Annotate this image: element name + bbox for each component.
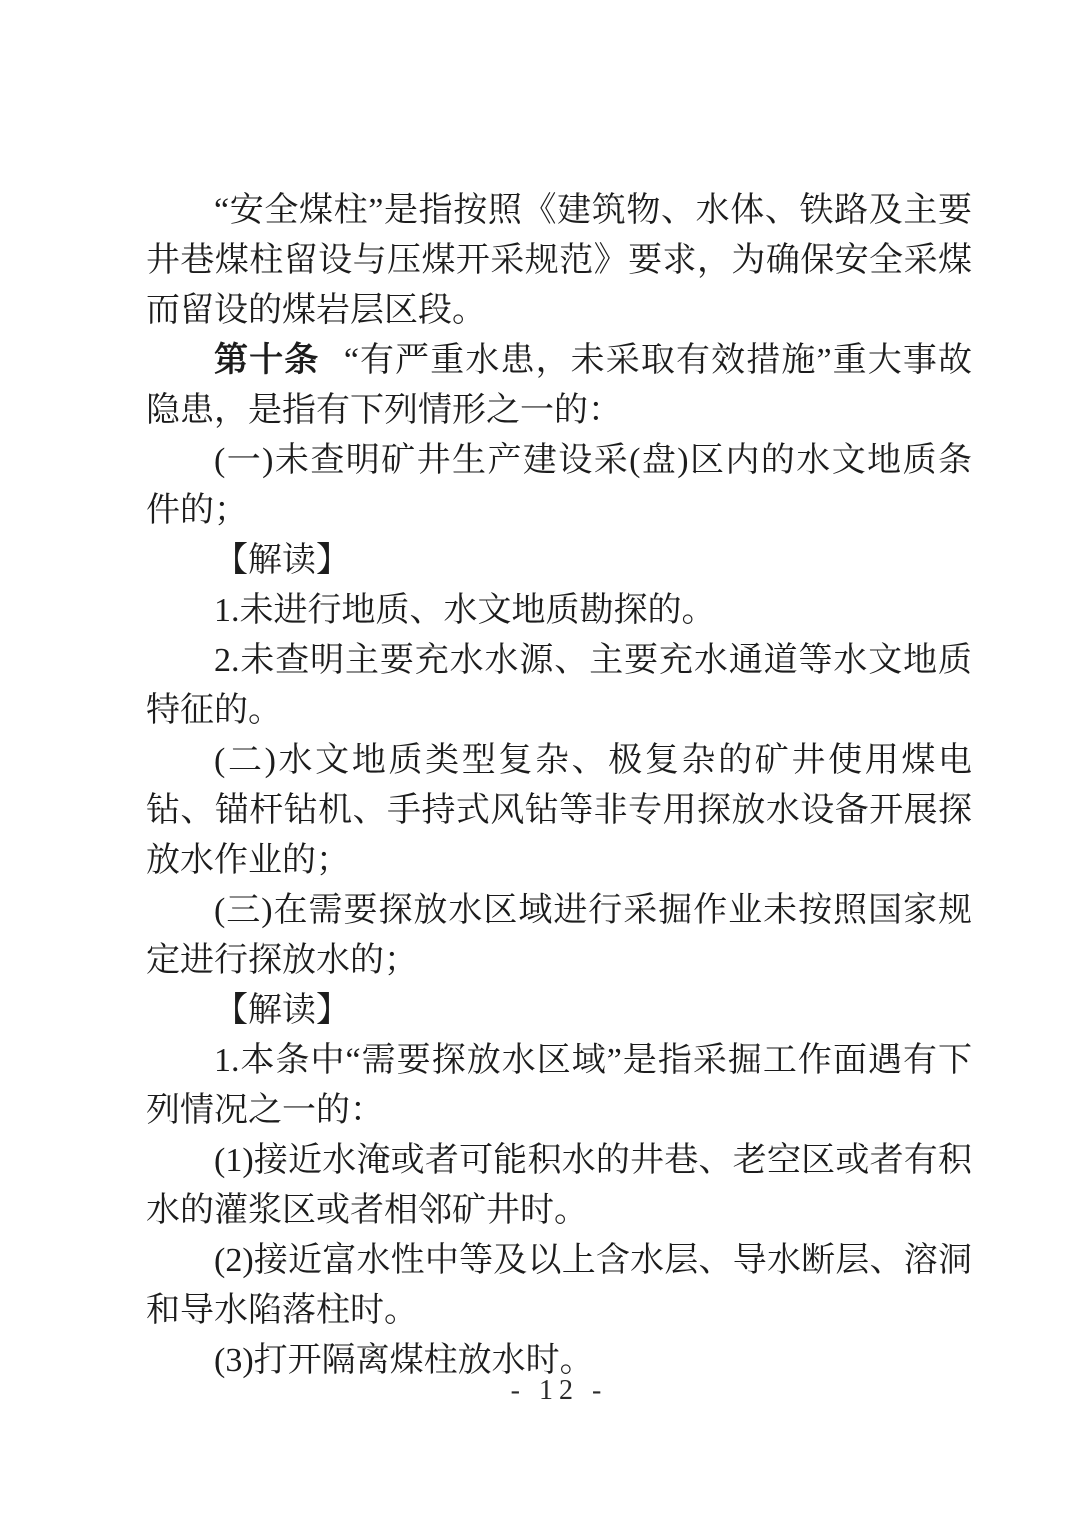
- interpretation-2-point-1: 1.本条中“需要探放水区域”是指采掘工作面遇有下列情况之一的：: [146, 1042, 972, 1129]
- page-footer: [146, 1374, 972, 1408]
- article-10-text: “有严重水患，未采取有效措施”重大事故隐患，是指有下列情形之一的：: [146, 342, 973, 429]
- interpretation-2-sub-1: (1)接近水淹或者可能积水的井巷、老空区或者有积水的灌浆区或者相邻矿井时。: [146, 1142, 972, 1229]
- paragraph-safety-coal-pillar: “安全煤柱”是指按照《建筑物、水体、铁路及主要井巷煤柱留设与压煤开采规范》要求，为确保安全采煤而留设的煤岩层区段。: [146, 192, 972, 329]
- interpretation-heading-1: 【解读】: [214, 542, 350, 579]
- article-number-label: 第十条: [214, 342, 320, 379]
- paragraph-item-2: (二)水文地质类型复杂、极复杂的矿井使用煤电钻、锚杆钻机、手持式风钻等非专用探放水设备开展探放水作业的；: [146, 742, 972, 879]
- paragraph-article-10: [146, 336, 972, 436]
- interpretation-1-point-2: 2.未查明主要充水水源、主要充水通道等水文地质特征的。: [146, 642, 972, 729]
- interpretation-1-point-1: 1.未进行地质、水文地质勘探的。: [214, 592, 716, 629]
- interpretation-2-sub-3: (3)打开隔离煤柱放水时。: [214, 1342, 594, 1379]
- paragraph-item-1: (一)未查明矿井生产建设采(盘)区内的水文地质条件的；: [146, 442, 972, 529]
- page-content: [146, 186, 972, 1386]
- paragraph-item-3: (三)在需要探放水区域进行采掘作业未按照国家规定进行探放水的；: [146, 892, 972, 979]
- interpretation-heading-2: 【解读】: [214, 992, 350, 1029]
- interpretation-2-sub-2: (2)接近富水性中等及以上含水层、导水断层、溶洞和导水陷落柱时。: [146, 1242, 972, 1329]
- page-number: - 12 -: [510, 1375, 608, 1406]
